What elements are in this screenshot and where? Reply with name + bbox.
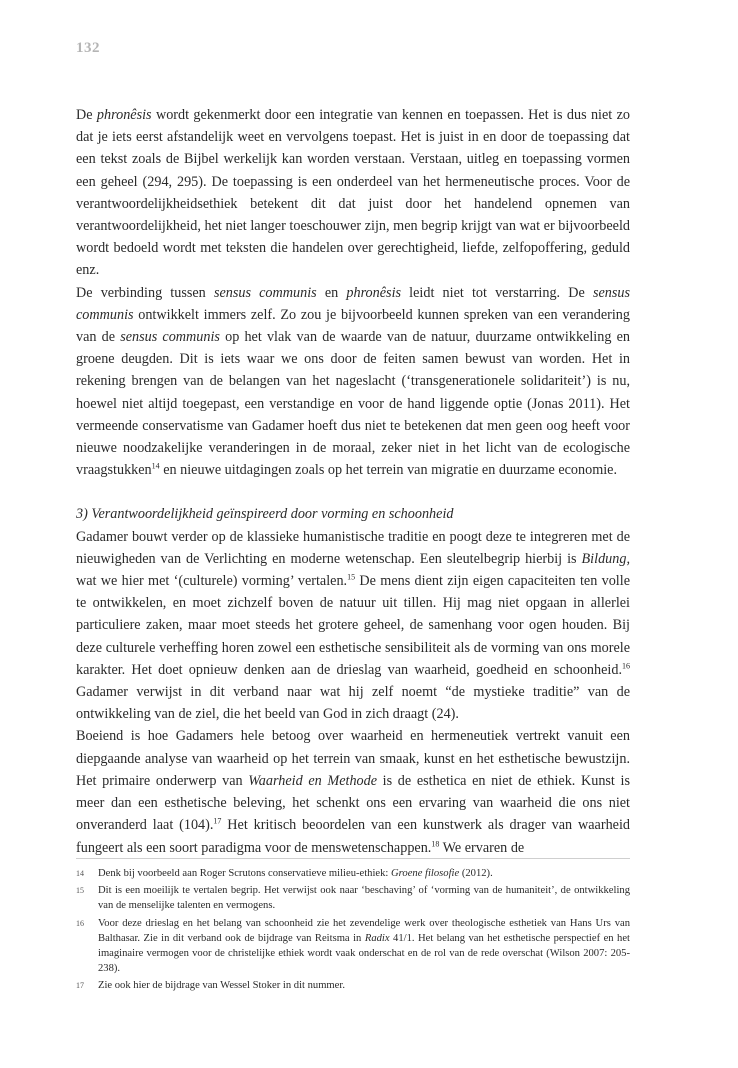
text-run: is de esthetica en niet de ethiek. Kunst is meer dan een esthetische beleving, het schenkt ons een ervaring van waarheid die ons niet onveranderd laat (104). bbox=[76, 772, 630, 834]
text-run: op het vlak van de waarde van de natuur, duurzame ontwikkeling en groene deugden. Dit is iets waar we ons door de feiten samen bewust van worden. Het in rekening brengen van de belangen van het nageslacht (‘transgenerationele solidariteit’) is nu, hoewel niet altijd toegepast, een verstandige en voor de hand liggende optie (Jonas 2011). Het vermeende conservatisme van Gadamer hoeft dus niet te betekenen dat men geen oog heeft voor nieuwe noodzakelijke veranderingen in de moraal, zeker niet in het licht van de ecologische vraagstukken bbox=[76, 329, 630, 479]
page-number: 132 bbox=[76, 40, 100, 56]
footnote-divider bbox=[76, 858, 630, 859]
footnote bbox=[76, 978, 630, 993]
paragraph bbox=[76, 526, 630, 726]
italic-run: Radix bbox=[364, 932, 390, 944]
text-run: wat we hier met ‘(culturele) vorming’ vertalen. bbox=[76, 573, 348, 590]
footnote-number: 16 bbox=[76, 918, 84, 928]
italic-run: sensus communis bbox=[213, 284, 317, 301]
text-run: Het kritisch beoordelen van een kunstwerk als drager van waarheid fungeert als een soort paradigma voor de menswetenschappen. bbox=[76, 817, 630, 856]
paragraph bbox=[76, 104, 630, 282]
section-heading bbox=[76, 503, 630, 525]
text-run: ontwikkelt immers zelf. Zo zou je bijvoorbeeld kunnen spreken van een verandering van de bbox=[76, 306, 630, 346]
italic-run: Groene filosofie bbox=[391, 868, 460, 879]
footnote bbox=[76, 916, 630, 977]
footnote-number: 17 bbox=[76, 981, 84, 991]
footnote-ref: 17 bbox=[213, 816, 222, 826]
text-run: en bbox=[316, 284, 347, 301]
footnote-text bbox=[98, 883, 630, 913]
text-run: Boeiend is hoe Gadamers hele betoog over waarheid en hermeneutiek vertrekt vanuit een diepgaande analyse van waarheid op het terrein van smaak, kunst en het esthetische bewustzijn. Het primaire onderwerp van bbox=[76, 728, 630, 789]
text-run: en nieuwe uitdagingen zoals op het terrein van migratie en duurzame economie. bbox=[159, 462, 618, 479]
italic-run: sensus communis bbox=[76, 284, 630, 323]
text-run: 41/1. Het belang van het esthetische perspectief en het imaginaire vermogen voor de christelijke ethiek wordt vaak onderschat en de rol van de rede overschat (Wilson 2007: 205-238). bbox=[98, 932, 630, 975]
text-run: Dit is een moeilijk te vertalen begrip. Het verwijst ook naar ‘beschaving’ of ‘vorming van de humaniteit’, de ontwikkeling van de menselijke talenten en vermogens. bbox=[98, 885, 630, 912]
italic-run: phronêsis bbox=[346, 284, 402, 301]
italic-run: sensus communis bbox=[120, 329, 220, 346]
italic-run: 3) Verantwoordelijkheid geïnspireerd door vorming en schoonheid bbox=[76, 506, 454, 523]
text-run: Voor deze drieslag en het belang van schoonheid zie het zevendelige werk over theologische esthetiek van Hans Urs van Balthasar. Zie in dit verband ook de bijdrage van Reitsma in bbox=[98, 917, 630, 944]
italic-run: Waarheid en Methode bbox=[248, 772, 378, 789]
text-run: Gadamer verwijst in dit verband naar wat hij zelf noemt “de mystieke traditie” van de ontwikkeling van de ziel, die het beeld van God in zich draagt (24). bbox=[76, 684, 630, 723]
text-run: Denk bij voorbeeld aan Roger Scrutons conservatieve milieu-ethiek: bbox=[98, 868, 392, 879]
text-run: De bbox=[76, 107, 97, 123]
paragraph bbox=[76, 282, 630, 482]
italic-run: Bildung, bbox=[581, 550, 630, 567]
text-run: We ervaren de bbox=[439, 839, 525, 856]
text-run: (2012). bbox=[459, 868, 493, 879]
footnote-text bbox=[98, 916, 630, 977]
footnotes bbox=[76, 866, 630, 996]
footnote-ref: 15 bbox=[347, 572, 356, 582]
text-run: De mens dient zijn eigen capaciteiten ten volle te ontwikkelen, en moet zichzelf boven de natuur uit tillen. Hij mag niet opgaan in allerlei particuliere zaken, maar moet steeds het grotere geheel, de samenhang voor ogen houden. Bij deze culturele verheffing horen zowel een esthetische sensibiliteit als de vorming van ons morele karakter. Het doet opnieuw denken aan de drieslag van waarheid, goedheid en schoonheid. bbox=[76, 573, 630, 678]
italic-run: phronêsis bbox=[96, 107, 152, 123]
footnote-number: 14 bbox=[76, 869, 84, 878]
text-run: wordt gekenmerkt door een integratie van kennen en toepassen. Het is dus niet zo dat je iets eerst afstandelijk weet en vervolgens toepast. Het is juist in en door de toepassing dat een tekst zoals de Bijbel werkelijk kan worden verstaan. Verstaan, uitleg en toepassing vormen een geheel (294, 295). De toepassing is een onderdeel van het hermeneutische proces. Voor de verantwoordelijkheidsethiek betekent dit dat juist door het handelend opnemen van verantwoordelijkheid, het niet langer toeschouwer zijn, men begrip krijgt van wat er bijvoorbeeld wordt bedoeld wordt met teksten die handelen over gerechtigheid, liefde, zelfopoffering, geduld enz. bbox=[76, 107, 631, 279]
footnote-ref: 14 bbox=[151, 461, 160, 471]
text-run: De verbinding tussen bbox=[76, 284, 214, 301]
paragraph-spacer bbox=[76, 481, 630, 503]
paragraph bbox=[76, 725, 630, 858]
body-text bbox=[76, 104, 630, 859]
text-run: leidt niet tot verstarring. De bbox=[401, 284, 593, 301]
footnote bbox=[76, 866, 630, 881]
text-run: Zie ook hier de bijdrage van Wessel Stoker in dit nummer. bbox=[98, 980, 345, 992]
footnote-text bbox=[98, 978, 630, 993]
footnote-ref: 18 bbox=[431, 838, 440, 848]
footnote-number: 15 bbox=[76, 886, 84, 896]
footnote bbox=[76, 883, 630, 913]
footnote-text bbox=[98, 866, 630, 881]
footnote-ref: 16 bbox=[622, 661, 630, 671]
text-run: Gadamer bouwt verder op de klassieke humanistische traditie en poogt deze te integreren met de nieuwigheden van de Verlichting en moderne wetenschap. Een sleutelbegrip hierbij is bbox=[76, 528, 630, 567]
